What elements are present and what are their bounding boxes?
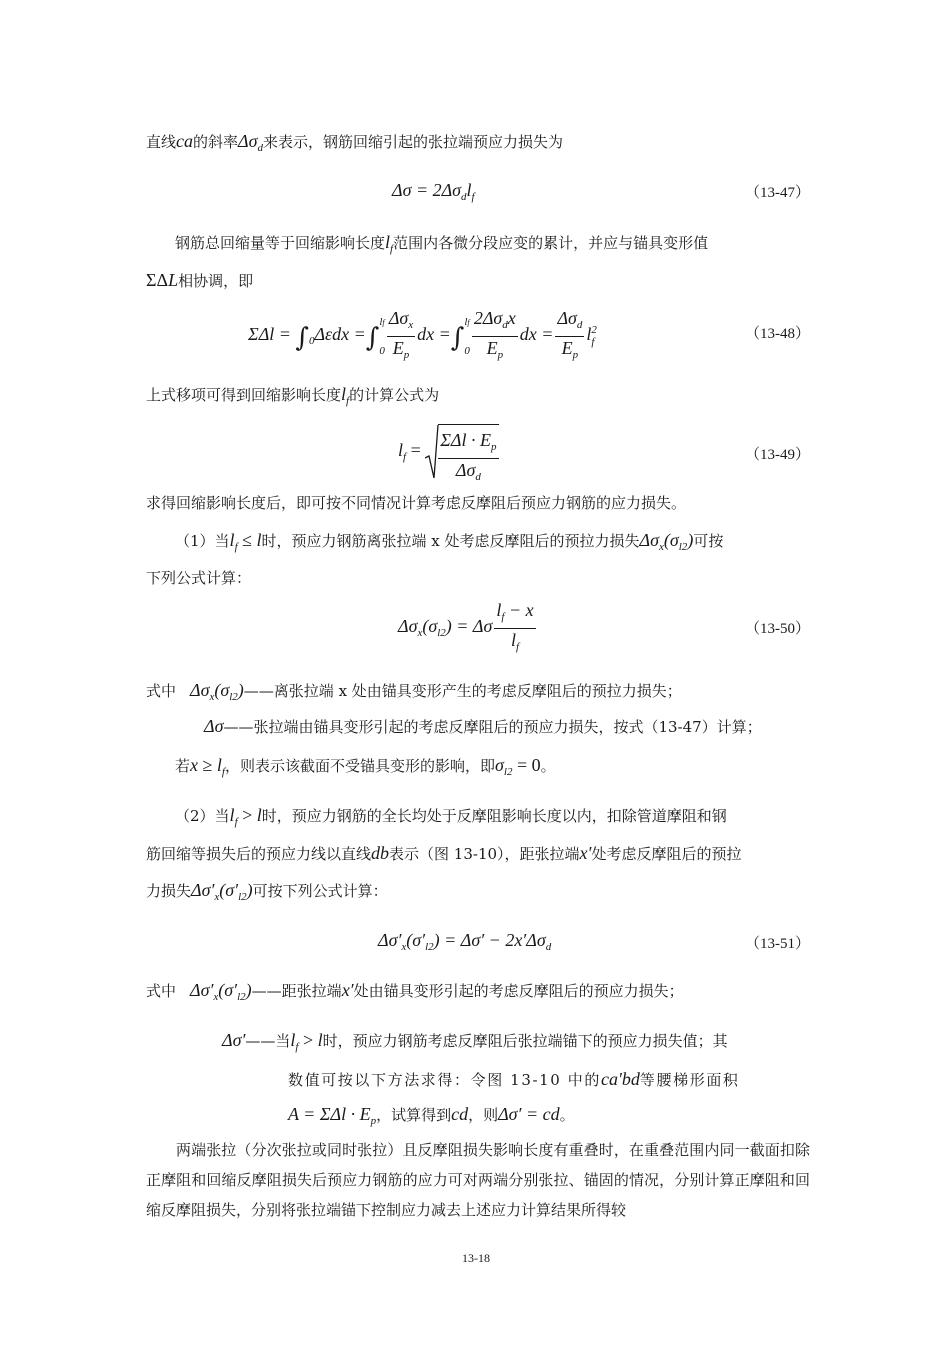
math: l <box>466 180 472 200</box>
math: Δεdx = <box>314 324 366 344</box>
math: E <box>486 337 498 358</box>
math-subscript: f <box>221 766 225 778</box>
math: − x <box>504 599 534 620</box>
math: > <box>298 1030 318 1050</box>
text: 数值可按以下方法求得：令图 13-10 中的 <box>288 1071 601 1089</box>
math: cd <box>451 1104 469 1124</box>
text: 。 <box>559 1106 575 1124</box>
math: (σ <box>214 680 230 700</box>
math: Δσ′ = cd <box>498 1104 560 1124</box>
math-subscript: p <box>491 440 497 453</box>
text-line <box>175 530 723 557</box>
text-line <box>175 755 556 782</box>
math: Δσ <box>204 716 224 736</box>
math-subscript: f <box>403 451 407 463</box>
math: Δσ′ <box>190 980 214 1000</box>
math: E <box>561 337 573 358</box>
math-limit: 0 <box>379 344 385 357</box>
math: l <box>586 324 592 344</box>
math-subscript: f <box>346 395 350 407</box>
math-subscript: f <box>515 640 520 653</box>
body-paragraph: 两端张拉（分次张拉或同时张拉）且反摩阻损失影响长度有重叠时，在重叠范围内同一截面扣除正摩阻和回缩反摩阻损失后预应力钢筋的应力可对两端分别张拉、锚固的情况，分别计算正摩阻和回缩反摩阻损失，分别将张拉端锚下控制应力减去上述应力计算结果所得较 <box>146 1141 810 1219</box>
math: l <box>229 530 235 550</box>
text: ，则表示该截面不受锚具变形的影响，即 <box>224 757 495 775</box>
text: 。 <box>540 757 556 775</box>
text-line <box>204 716 762 737</box>
math-subscript: x <box>658 541 664 553</box>
equation-13-50 <box>398 596 538 656</box>
math: dx = <box>519 324 554 344</box>
integral-sign: ∫ <box>295 323 309 353</box>
math-subscript: x <box>417 627 423 639</box>
math: ) = Δσ <box>445 616 493 636</box>
text-line <box>288 1104 575 1131</box>
equation-number: （13-47） <box>745 185 810 201</box>
math: ≥ <box>198 755 217 775</box>
math-subscript: l2 <box>503 766 513 778</box>
math: Δσ′ <box>191 880 215 900</box>
text: 时，预应力钢筋离张拉端 x 处考虑反摩阻后的预拉力损失 <box>261 532 640 550</box>
fraction <box>494 599 535 658</box>
math: ) <box>237 680 244 700</box>
fraction <box>555 307 584 366</box>
math: Δσ <box>398 616 418 636</box>
math: ) <box>246 880 253 900</box>
text: 可按 <box>693 532 724 550</box>
math-subscript: x <box>408 318 414 331</box>
text: 等腰梯形面积 <box>639 1071 740 1089</box>
equation-number: （13-48） <box>745 326 810 342</box>
text-line <box>222 1030 728 1057</box>
integral-sign: ∫ <box>365 323 380 353</box>
integral-sign: ∫ <box>450 323 465 353</box>
math: x′ <box>579 843 592 863</box>
math: ca′bd <box>600 1069 640 1089</box>
math: l <box>317 1030 323 1050</box>
text: 钢筋总回缩量等于回缩影响长度 <box>175 234 386 252</box>
text: ——离张拉端 x 处由锚具变形产生的考虑反摩阻后的预拉力损失； <box>243 682 682 700</box>
text: 来表示，钢筋回缩引起的张拉端预应力损失为 <box>262 133 563 151</box>
text-line <box>175 232 708 259</box>
math-subscript: d <box>545 941 552 953</box>
math-subscript: x <box>209 691 215 703</box>
text: ，试算得到 <box>376 1106 452 1124</box>
text-line <box>146 270 253 291</box>
equation-13-48: $\Sigma\Delta l = \int_0\Delta\varepsilon dx$ =∫ lf 0 $\frac{\Delta\sigma_x}{E_p}$ dx =∫ lf 0 $\frac{2\Delta\sigma_dx}{E_p}$ dx = $\frac{\Delta\sigma_d}{E_p}$ l 2 f <box>248 304 597 364</box>
math-subscript: f <box>471 191 475 203</box>
math-subscript: d <box>576 318 583 331</box>
math-subscript: p <box>403 348 410 361</box>
math: = <box>406 440 426 460</box>
text: 处考虑反摩阻后的预拉 <box>591 845 742 863</box>
equation-13-49 <box>398 420 499 483</box>
text: ，则 <box>468 1106 499 1124</box>
math: Δσ <box>455 459 476 480</box>
math-subscript: f <box>234 541 238 553</box>
page-number: 13-18 <box>462 1251 490 1265</box>
math: Δσ′ <box>378 930 402 950</box>
math-subscript: f <box>390 243 394 255</box>
text: （2）当 <box>175 807 230 825</box>
math-limit: 0 <box>464 344 470 357</box>
equation-number: （13-49） <box>745 447 810 463</box>
math-superscript: 2 <box>591 324 597 336</box>
math: Δσ′ <box>222 1030 246 1050</box>
math: (σ′ <box>218 980 238 1000</box>
math: l <box>256 805 262 825</box>
math-subscript: f <box>501 610 505 623</box>
math: Δσ <box>190 680 210 700</box>
math: ΣΔ <box>146 270 169 290</box>
text: 式中 <box>146 982 177 1000</box>
math-subscript: d <box>502 318 508 331</box>
radical-sign <box>425 424 439 480</box>
math-subscript: p <box>497 348 504 361</box>
equation-number: （13-51） <box>745 936 810 952</box>
math-limit: l <box>379 315 383 328</box>
math: dx = <box>417 324 451 344</box>
math: x′ <box>341 980 354 1000</box>
math-subscript: l2 <box>678 541 688 553</box>
math-subscript: l2 <box>425 941 434 953</box>
math: l <box>216 755 222 775</box>
math-subscript: p <box>370 1115 377 1127</box>
text: ——当 <box>245 1032 291 1050</box>
text: （1）当 <box>175 532 230 550</box>
math: Δσ <box>639 530 659 550</box>
math: l <box>385 232 391 252</box>
math: l <box>256 530 262 550</box>
text: 力损失 <box>146 882 192 900</box>
math: l <box>341 384 347 404</box>
math: db <box>371 843 390 863</box>
math: ) <box>245 980 252 1000</box>
text-line <box>146 680 682 707</box>
text-line <box>288 1069 740 1090</box>
math-subscript: 0 <box>308 335 315 347</box>
math: l <box>229 805 235 825</box>
math-subscript: x <box>401 941 407 953</box>
math: ΣΔl · E <box>440 429 491 450</box>
math-subscript: f <box>234 816 238 828</box>
text: 时，预应力钢筋的全长均处于反摩阻影响长度以内，扣除管道摩阻和钢 <box>261 807 727 825</box>
math: σ <box>495 755 504 775</box>
math: Δσ <box>557 307 577 328</box>
math: Δσ = 2Δσ <box>392 180 462 200</box>
math: l <box>496 599 502 620</box>
equation-13-51 <box>378 930 551 957</box>
text: 表示（图 13-10），距张拉端 <box>389 845 580 863</box>
math: (σ′ <box>219 880 239 900</box>
text-line <box>146 843 741 864</box>
text: 的斜率 <box>193 133 239 151</box>
math: L <box>168 270 179 290</box>
math: x <box>190 755 199 775</box>
fraction <box>438 429 498 488</box>
math-subscript: p <box>572 348 579 361</box>
math: ΣΔl = <box>248 324 296 344</box>
math: l <box>398 440 404 460</box>
text-line <box>146 980 684 1007</box>
math: = 0 <box>512 755 541 775</box>
math: Δσ <box>238 131 258 151</box>
text: 上式移项可得到回缩影响长度 <box>146 386 342 404</box>
equation-13-47 <box>392 180 475 207</box>
math-subscript: d <box>475 470 481 483</box>
math: (σ <box>663 530 679 550</box>
math-subscript: f <box>295 1041 299 1053</box>
math: ≤ <box>237 530 257 550</box>
math-subscript: l2 <box>229 691 238 703</box>
math-subscript: f <box>591 336 595 348</box>
text: 可按下列公式计算： <box>252 882 388 900</box>
fraction <box>472 307 518 366</box>
text: 筋回缩等损失后的预应力线以直线 <box>146 845 372 863</box>
text: 时，预应力钢筋考虑反摩阻后张拉端锚下的预应力损失值；其 <box>322 1032 728 1050</box>
math: E <box>392 337 404 358</box>
math: 2Δσ <box>473 307 503 328</box>
text: 范围内各微分段应变的累计，并应与锚具变形值 <box>393 234 709 252</box>
text-line: 求得回缩影响长度后，即可按不同情况计算考虑反摩阻后预应力钢筋的应力损失。 <box>146 494 687 512</box>
math-limit: f <box>382 317 385 327</box>
math: ) <box>687 530 694 550</box>
math-subscript: l2 <box>437 627 446 639</box>
math: l <box>290 1030 296 1050</box>
text-line <box>175 805 727 832</box>
math: x <box>507 307 516 328</box>
math: l <box>510 629 516 650</box>
text: 直线 <box>146 133 177 151</box>
equation-number: （13-50） <box>745 621 810 637</box>
text: ——距张拉端 <box>251 982 342 1000</box>
math: (σ <box>422 616 438 636</box>
text-line <box>146 384 439 411</box>
text-line <box>146 880 388 907</box>
text: 若 <box>175 757 191 775</box>
math: > <box>237 805 257 825</box>
math: A = ΣΔl · E <box>288 1104 371 1124</box>
text: 处由锚具变形引起的考虑反摩阻后的预应力损失； <box>353 982 684 1000</box>
math: ) = Δσ′ − 2x′Δσ <box>433 930 546 950</box>
text: ——张拉端由锚具变形引起的考虑反摩阻后的预应力损失，按式（13-47）计算； <box>223 718 762 736</box>
math-subscript: d <box>461 191 467 203</box>
math-subscript: d <box>257 142 263 154</box>
math: (σ′ <box>406 930 426 950</box>
square-root <box>425 424 498 483</box>
text-line: 下列公式计算： <box>146 569 252 587</box>
math-subscript: l2 <box>237 991 246 1003</box>
text: 的计算公式为 <box>349 386 440 404</box>
math-subscript: x <box>214 891 220 903</box>
fraction <box>387 307 415 366</box>
math-subscript: x <box>213 991 219 1003</box>
text-line <box>146 131 563 158</box>
math-subscript: l2 <box>238 891 247 903</box>
math: ca <box>176 131 194 151</box>
math: Δσ <box>388 307 409 328</box>
text: 式中 <box>146 682 177 700</box>
text: 相协调，即 <box>178 272 254 290</box>
